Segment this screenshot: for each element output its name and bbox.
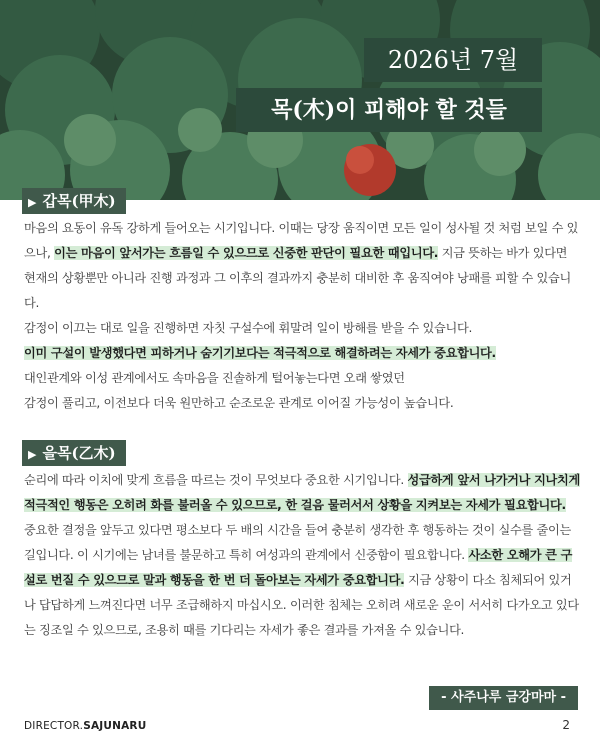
section-heading-gapmok (22, 188, 126, 214)
body-text: 감정이 이끄는 대로 일을 진행하면 자칫 구설수에 휘말려 일이 방해를 받을 수 있습니다. (24, 321, 473, 335)
body-text: 대인관계와 이성 관계에서도 속마음을 진솔하게 털어놓는다면 오래 쌓였던 (24, 371, 405, 385)
paragraph (24, 391, 580, 416)
brand-prefix: DIRECTOR. (24, 720, 84, 732)
paragraph (24, 341, 580, 366)
page-date-title: 2026년 7월 (364, 38, 542, 82)
body-text: 지금 뜻하는 바가 있다면 현재의 상황뿐만 아니라 진행 과정과 그 이후의 결과까지 충분히 대비한 후 움직여야 낭패를 피할 수 있습니다. (24, 246, 571, 310)
author-signature: - 사주나루 금강마마 - (429, 686, 578, 710)
body-text: 감정이 풀리고, 이전보다 더욱 원만하고 순조로운 관계로 이어질 가능성이 높습니다. (24, 396, 454, 410)
paragraph (24, 216, 580, 316)
triangle-right-icon: ▶ (28, 196, 37, 209)
page-title: 목(木)이 피해야 할 것들 (236, 88, 542, 132)
highlighted-text: 이는 마음이 앞서가는 흐름일 수 있으므로 신중한 판단이 필요한 때입니다. (54, 246, 439, 260)
section-body-eulmok (24, 468, 580, 643)
highlighted-text: 이미 구설이 발생했다면 피하거나 숨기기보다는 적극적으로 해결하려는 자세가 중요합니다. (24, 346, 496, 360)
brand-logo (24, 720, 146, 732)
body-text: 마음의 요동이 유독 강하게 들어오는 시기입니다. 이때는 당장 움직이면 모든 일이 성사될 것 처럼 보일 수 있으나, (24, 221, 579, 260)
paragraph (24, 366, 580, 391)
section-heading-eulmok (22, 440, 126, 466)
body-text: 중요한 결정을 앞두고 있다면 평소보다 두 배의 시간을 들여 충분히 생각한 후 행동하는 것이 실수를 줄이는 길입니다. 이 시기에는 남녀를 불문하고 특히 여성과의 관계에서 신중함이 필요합니다. (24, 523, 571, 562)
hero-forest-image (0, 0, 600, 200)
section-heading-label: 갑목(甲木) (42, 192, 116, 210)
paragraph (24, 316, 580, 341)
paragraph (24, 468, 580, 643)
brand-name: SAJUNARU (83, 720, 147, 732)
highlighted-text: 성급하게 앞서 나가거나 지나치게 적극적인 행동은 오히려 화를 불러올 수 있으므로, 한 걸음 물러서서 상황을 지켜보는 자세가 필요합니다. (24, 473, 580, 512)
section-heading-label: 을목(乙木) (42, 444, 116, 462)
section-body-gapmok (24, 216, 580, 416)
body-text: 지금 상황이 다소 침체되어 있거나 답답하게 느껴진다면 너무 조급해하지 마십시오. 이러한 침체는 오히려 새로운 운이 서서히 다가오고 있다는 징조일 수 있으므로, 조용히 때를 기다리는 자세가 좋은 결과를 가져올 수 있습니다. (24, 573, 579, 637)
page-number: 2 (562, 718, 570, 732)
highlighted-text: 사소한 오해가 큰 구설로 번질 수 있으므로 말과 행동을 한 번 더 돌아보는 자세가 중요합니다. (24, 548, 573, 587)
body-text: 순리에 따라 이치에 맞게 흐름을 따르는 것이 무엇보다 중요한 시기입니다. (24, 473, 408, 487)
triangle-right-icon: ▶ (28, 448, 37, 461)
